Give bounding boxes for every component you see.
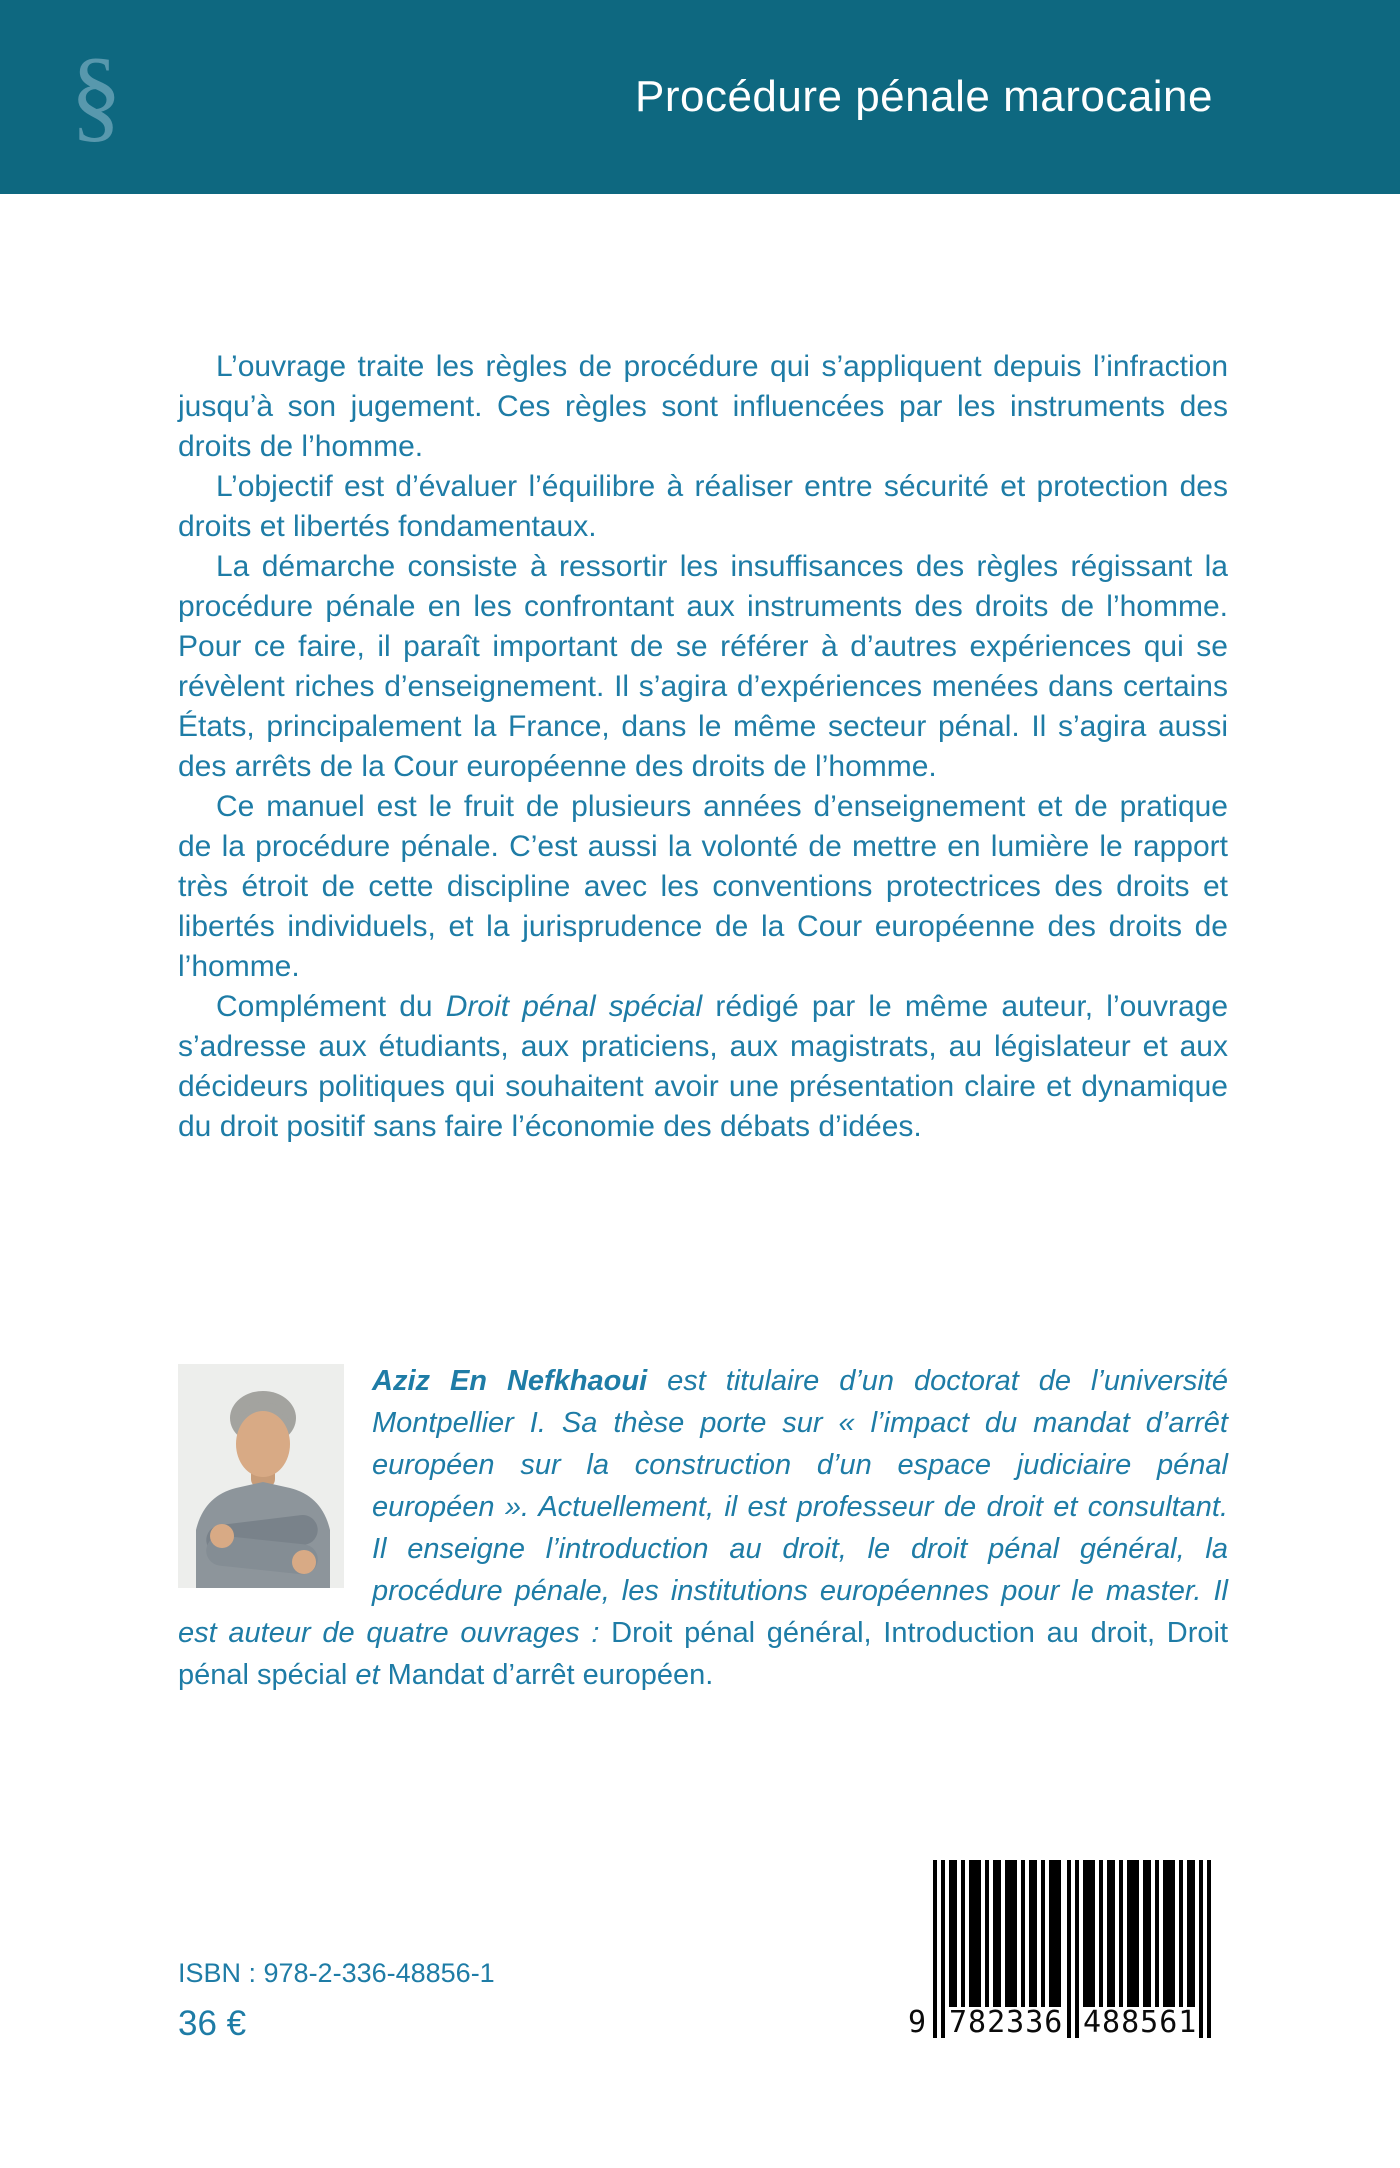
book-title: Procédure pénale marocaine [634, 72, 1214, 121]
barcode-left-group: 782336 [949, 2005, 1064, 2040]
author-bio-text: et [347, 1659, 388, 1691]
synopsis-paragraph-5 [178, 987, 1228, 1147]
section-symbol-icon: § [70, 36, 122, 152]
synopsis-text: rédigé par le même auteur, l’ouvrage s’adresse aux étudiants, aux praticiens, aux magistrats, au législateur et aux décideurs politiques qui souhaitent avoir une présentation claire et dynamique du droit positif sans faire l’économie des débats d’idées. [178, 990, 1229, 1143]
author-section [178, 1360, 1228, 1696]
barcode-right-group: 488561 [1083, 2005, 1198, 2040]
price-text: 36 € [178, 2004, 247, 2043]
synopsis-text: Complément du [216, 990, 446, 1023]
synopsis-paragraph-4: Ce manuel est le fruit de plusieurs années d’enseignement et de pratique de la procédure pénale. C’est aussi la volonté de mettre en lumière le rapport très étroit de cette discipline avec les conventions protectrices des droits et libertés individuels, et la jurisprudence de la Cour européenne des droits de l’homme. [178, 790, 1228, 983]
author-name: Aziz En Nefkhaoui [372, 1365, 648, 1397]
synopsis [178, 347, 1228, 1147]
ean13-barcode [903, 1860, 1225, 2042]
synopsis-paragraph-3: La démarche consiste à ressortir les insuffisances des règles régissant la procédure pénale en les confrontant aux instruments des droits de l’homme. Pour ce faire, il paraît important de se référer à d’autres expériences qui se révèlent riches d’enseignement. Il s’agira d’expériences menées dans certains États, principalement la France, dans le même secteur pénal. Il s’agira aussi des arrêts de la Cour européenne des droits de l’homme. [178, 550, 1228, 783]
synopsis-paragraph-1: L’ouvrage traite les règles de procédure qui s’appliquent depuis l’infraction jusqu’à son jugement. Ces règles sont influencées par les instruments des droits de l’homme. [178, 350, 1228, 463]
referenced-book-title: Droit pénal spécial [445, 990, 703, 1023]
author-bio-text: est titulaire d’un doctorat de l’université Montpellier I. Sa thèse porte sur « l’impact du mandat d’arrêt européen sur la construction d’un espace judiciaire pénal européen ». Actuellement, il est professeur de droit et consultant. Il enseigne l’introduction au droit, le droit pénal général, la procédure pénale, les institutions européennes pour le master. Il est auteur de quatre ouvrages : [178, 1365, 1228, 1649]
author-photo [178, 1364, 344, 1588]
barcode-first-digit: 9 [905, 2007, 929, 2039]
isbn-text: ISBN : 978-2-336-48856-1 [178, 1958, 495, 1988]
author-last-work: Mandat d’arrêt européen. [387, 1659, 714, 1691]
synopsis-paragraph-2: L’objectif est d’évaluer l’équilibre à réaliser entre sécurité et protection des droits et libertés fondamentaux. [178, 470, 1228, 543]
author-works-list: Droit pénal général, Introduction au droit, Droit pénal spécial [178, 1617, 1228, 1691]
header-band [0, 0, 1400, 194]
